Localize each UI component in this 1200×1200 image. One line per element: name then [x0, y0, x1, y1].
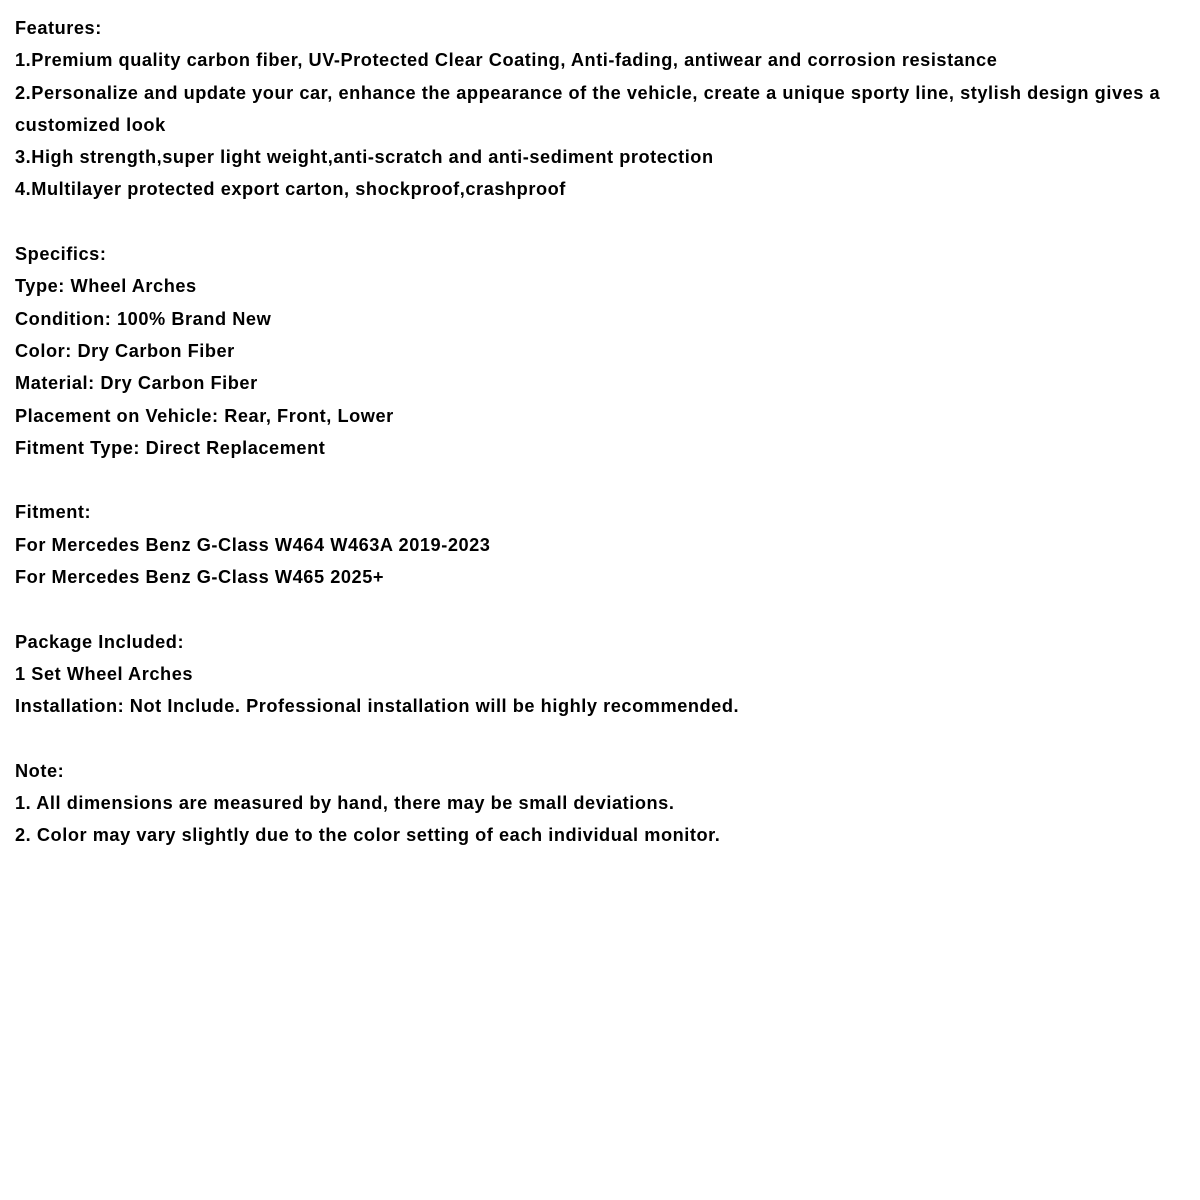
note-section: [15, 755, 1193, 852]
section-spacer: [15, 723, 1193, 755]
specifics-section: [15, 238, 1193, 464]
feature-item: 2.Personalize and update your car, enhance the appearance of the vehicle, create a unique sporty line, stylish design gives a customized look: [15, 82, 1161, 135]
feature-item: 4.Multilayer protected export carton, shockproof,crashproof: [15, 179, 566, 200]
features-heading: Features:: [15, 18, 102, 38]
section-spacer: [15, 593, 1193, 625]
note-item: 1. All dimensions are measured by hand, there may be small deviations.: [15, 793, 675, 814]
note-heading: Note:: [15, 760, 65, 781]
note-item: 2. Color may vary slightly due to the color setting of each individual monitor.: [15, 825, 721, 846]
fitment-heading: Fitment:: [15, 502, 92, 523]
product-description: [15, 12, 1193, 852]
package-item: 1 Set Wheel Arches: [15, 663, 194, 684]
fitment-item: For Mercedes Benz G-Class W465 2025+: [15, 567, 385, 588]
fitment-section: [15, 496, 1193, 593]
spec-item-material: Material: Dry Carbon Fiber: [15, 373, 258, 394]
spec-item-color: Color: Dry Carbon Fiber: [15, 340, 235, 361]
section-spacer: [15, 464, 1193, 496]
specifics-heading: Specifics:: [15, 244, 107, 265]
feature-item: 3.High strength,super light weight,anti-scratch and anti-sediment protection: [15, 147, 714, 168]
spec-item-fitment-type: Fitment Type: Direct Replacement: [15, 437, 326, 458]
spec-item-placement: Placement on Vehicle: Rear, Front, Lower: [15, 405, 394, 426]
fitment-item: For Mercedes Benz G-Class W464 W463A 2019-2023: [15, 534, 491, 555]
spec-item-type: Type: Wheel Arches: [15, 276, 197, 297]
feature-item: 1.Premium quality carbon fiber, UV-Protected Clear Coating, Anti-fading, antiwear and corrosion resistance: [15, 50, 998, 71]
package-item: Installation: Not Include. Professional installation will be highly recommended.: [15, 696, 740, 717]
package-section: [15, 626, 1193, 723]
spec-item-condition: Condition: 100% Brand New: [15, 308, 272, 329]
features-section: [15, 12, 1193, 206]
package-heading: Package Included:: [15, 631, 185, 652]
section-spacer: [15, 206, 1193, 238]
